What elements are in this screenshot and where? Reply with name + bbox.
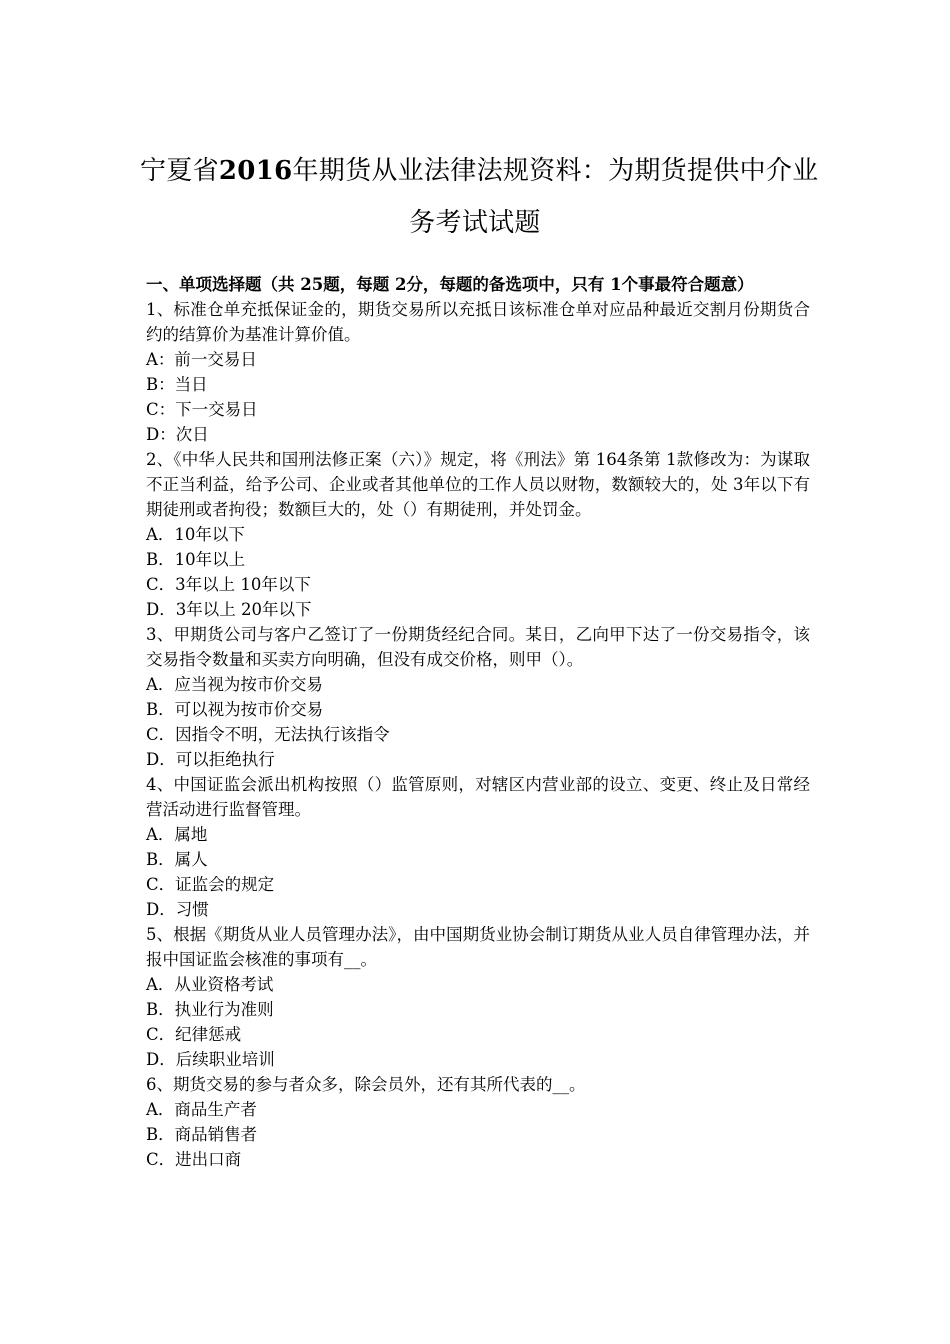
title-prefix: 宁夏省	[140, 156, 219, 186]
option-d: D．后续职业培训	[146, 1050, 275, 1069]
question-5	[146, 922, 810, 1072]
option-d: D．可以拒绝执行	[146, 750, 275, 769]
title-line-1	[140, 145, 819, 197]
question-6	[146, 1072, 810, 1172]
option-a: A：前一交易日	[146, 350, 257, 369]
option-a: A．10年以下	[146, 525, 245, 544]
question-1	[146, 297, 810, 447]
document-body	[146, 273, 810, 1172]
option-b: B．商品销售者	[146, 1125, 258, 1144]
question-text: 6、期货交易的参与者众多，除会员外，还有其所代表的__。	[146, 1075, 586, 1094]
option-d: D．习惯	[146, 900, 209, 919]
question-text: 2、《中华人民共和国刑法修正案（六）》规定，将《刑法》第 164条第 1款修改为：为谋取不正当利益，给予公司、企业或者其他单位的工作人员以财物，数额较大的，处 3年以下有期徒刑或者拘役；数额巨大的，处（）有期徒刑，并处罚金。	[146, 450, 810, 519]
option-a: A．属地	[146, 825, 208, 844]
question-text: 4、中国证监会派出机构按照（）监管原则，对辖区内营业部的设立、变更、终止及日常经营活动进行监督管理。	[146, 775, 810, 819]
option-d: D．3年以上 20年以下	[146, 600, 312, 619]
title-suffix: 年期货从业法律法规资料：为期货提供中介业	[292, 156, 819, 186]
option-c: C：下一交易日	[146, 400, 258, 419]
option-b: B：当日	[146, 375, 208, 394]
option-a: A．从业资格考试	[146, 975, 274, 994]
option-d: D：次日	[146, 425, 209, 444]
title-year: 2016	[218, 156, 293, 186]
option-b: B．可以视为按市价交易	[146, 700, 324, 719]
option-c: C．进出口商	[146, 1150, 242, 1169]
option-a: A．商品生产者	[146, 1100, 257, 1119]
option-c: C．3年以上 10年以下	[146, 575, 311, 594]
title-line-2: 务考试试题	[409, 208, 541, 238]
question-4	[146, 772, 810, 922]
option-c: C．因指令不明，无法执行该指令	[146, 725, 390, 744]
option-a: A．应当视为按市价交易	[146, 675, 323, 694]
option-b: B．10年以上	[146, 550, 246, 569]
question-3	[146, 622, 810, 772]
option-c: C．证监会的规定	[146, 875, 275, 894]
question-text: 1、标准仓单充抵保证金的，期货交易所以充抵日该标准仓单对应品种最近交割月份期货合约的结算价为基准计算价值。	[146, 300, 810, 344]
question-text: 3、甲期货公司与客户乙签订了一份期货经纪合同。某日，乙向甲下达了一份交易指令，该交易指令数量和买卖方向明确，但没有成交价格，则甲（）。	[146, 625, 810, 669]
question-2	[146, 447, 810, 622]
section-heading: 一、单项选择题（共 25题，每题 2分，每题的备选项中，只有 1个事最符合题意）	[146, 275, 754, 294]
option-c: C．纪律惩戒	[146, 1025, 242, 1044]
question-text: 5、根据《期货从业人员管理办法》，由中国期货业协会制订期货从业人员自律管理办法，并报中国证监会核准的事项有__。	[146, 925, 810, 969]
document-title	[140, 145, 819, 249]
option-b: B．执业行为准则	[146, 1000, 274, 1019]
option-b: B．属人	[146, 850, 208, 869]
